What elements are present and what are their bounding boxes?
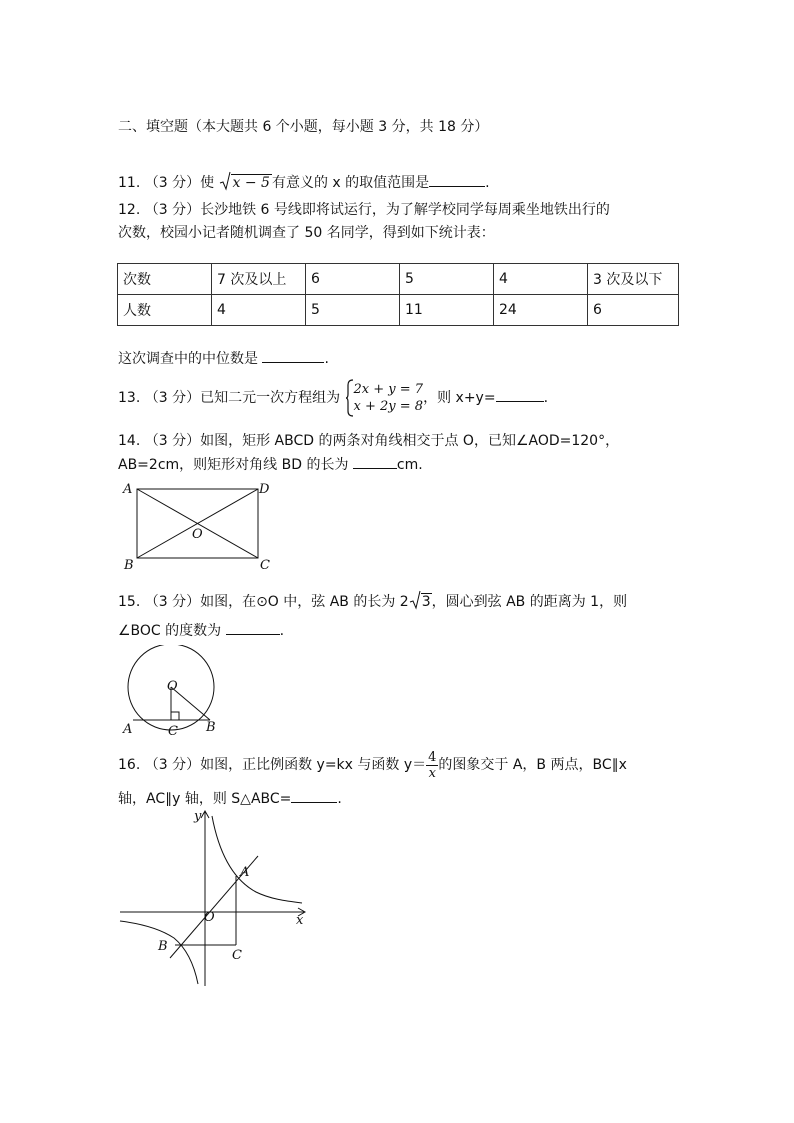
right-angle-mark bbox=[171, 712, 179, 720]
q16-number: 16. bbox=[118, 757, 141, 773]
q15-sqrt bbox=[409, 590, 432, 612]
table-cell: 人数 bbox=[118, 295, 212, 326]
q13-equation-system bbox=[345, 379, 424, 417]
q13-score: （3 分） bbox=[144, 390, 201, 406]
question-16-line1 bbox=[118, 745, 627, 785]
table-cell: 4 bbox=[212, 295, 306, 326]
label-b: B bbox=[158, 939, 168, 954]
q11-number: 11. bbox=[118, 175, 141, 191]
q14-line2-pre: AB=2cm，则矩形对角线 BD 的长为 bbox=[118, 457, 353, 473]
q15-score: （3 分） bbox=[144, 594, 201, 610]
question-15-line1 bbox=[118, 590, 627, 612]
question-12-ask bbox=[118, 348, 329, 369]
label-b: B bbox=[124, 558, 134, 573]
q13-number: 13. bbox=[118, 390, 141, 406]
label-o: O bbox=[167, 679, 178, 694]
q15-end: . bbox=[279, 623, 285, 639]
section-title: 二、填空题（本大题共 6 个小题，每小题 3 分，共 18 分） bbox=[118, 119, 489, 135]
q11-sqrt bbox=[219, 171, 272, 193]
q16-line2: 轴，AC∥y 轴，则 S△ABC= bbox=[118, 791, 292, 807]
q15-number: 15. bbox=[118, 594, 141, 610]
q11-score: （3 分） bbox=[144, 175, 201, 191]
q11-pre: 使 bbox=[200, 175, 215, 191]
q12-question: 这次调查中的中位数是 bbox=[118, 351, 258, 367]
label-c: C bbox=[168, 724, 178, 739]
q15-sqrt-content: 3 bbox=[421, 594, 431, 610]
q16-answer-blank[interactable] bbox=[291, 788, 337, 803]
q13-pre: 已知二元一次方程组为 bbox=[200, 390, 341, 406]
table-cell: 4 bbox=[494, 264, 588, 295]
label-c: C bbox=[260, 558, 270, 573]
fraction-denominator: x bbox=[428, 765, 436, 781]
circle-figure bbox=[118, 645, 228, 740]
q11-post: 有意义的 x 的取值范围是 bbox=[271, 175, 430, 191]
table-cell: 24 bbox=[494, 295, 588, 326]
q15-line1-post: ，圆心到弦 AB 的距离为 1，则 bbox=[431, 594, 628, 610]
q16-pre: 如图，正比例函数 y=kx 与函数 y＝ bbox=[200, 757, 427, 773]
fraction-numerator: 4 bbox=[428, 749, 437, 765]
q13-eq1: 2x + y = 7 bbox=[353, 382, 424, 397]
stat-table bbox=[117, 263, 679, 326]
question-12-line1 bbox=[118, 200, 610, 220]
label-o: O bbox=[192, 527, 203, 542]
q16-post: 的图象交于 A，B 两点，BC∥x bbox=[438, 757, 627, 773]
q14-answer-blank[interactable] bbox=[353, 454, 397, 469]
label-a: A bbox=[240, 865, 250, 880]
q11-answer-blank[interactable] bbox=[429, 172, 485, 187]
question-11 bbox=[118, 171, 490, 193]
table-row bbox=[118, 295, 679, 326]
label-b: B bbox=[206, 720, 216, 735]
table-cell: 7 次及以上 bbox=[212, 264, 306, 295]
q13-answer-blank[interactable] bbox=[496, 387, 544, 402]
question-12-line2: 次数，校园小记者随机调查了 50 名同学，得到如下统计表： bbox=[118, 225, 495, 241]
q12-score: （3 分） bbox=[144, 202, 201, 218]
q12-number: 12. bbox=[118, 202, 141, 218]
sqrt-sign-icon bbox=[219, 171, 231, 191]
label-c: C bbox=[232, 948, 242, 963]
q16-fraction bbox=[426, 750, 438, 781]
question-13 bbox=[118, 375, 548, 421]
q14-line1: 如图，矩形 ABCD 的两条对角线相交于点 O，已知∠AOD=120°， bbox=[200, 433, 620, 449]
q15-line2: ∠BOC 的度数为 bbox=[118, 623, 226, 639]
table-cell: 5 bbox=[306, 295, 400, 326]
question-14-line1 bbox=[118, 431, 619, 451]
q12-end: . bbox=[324, 351, 329, 367]
function-graph bbox=[118, 808, 318, 990]
q14-number: 14. bbox=[118, 433, 141, 449]
label-x: x bbox=[296, 913, 304, 928]
table-row bbox=[118, 264, 679, 295]
q15-line1-pre: 如图，在⊙O 中，弦 AB 的长为 2 bbox=[200, 594, 409, 610]
question-14-line2 bbox=[118, 454, 423, 475]
left-brace-icon bbox=[345, 379, 354, 417]
q12-line1: 长沙地铁 6 号线即将试运行，为了解学校同学每周乘坐地铁出行的 bbox=[200, 202, 610, 218]
q13-end: . bbox=[543, 390, 549, 406]
q16-score: （3 分） bbox=[144, 757, 201, 773]
label-a: A bbox=[123, 482, 133, 497]
table-cell: 5 bbox=[400, 264, 494, 295]
q12-answer-blank[interactable] bbox=[262, 348, 324, 363]
label-o: O bbox=[204, 910, 215, 925]
q13-post: ，则 x+y= bbox=[423, 390, 496, 406]
q11-end: . bbox=[485, 175, 490, 191]
q15-answer-blank[interactable] bbox=[226, 620, 280, 635]
table-cell: 6 bbox=[588, 295, 679, 326]
label-a: A bbox=[123, 722, 133, 737]
q13-eq2: x + 2y = 8 bbox=[353, 399, 424, 414]
question-15-line2 bbox=[118, 620, 284, 641]
q14-score: （3 分） bbox=[144, 433, 201, 449]
q14-line2-post: cm. bbox=[396, 457, 423, 473]
label-y: y bbox=[194, 809, 202, 824]
table-cell: 3 次及以下 bbox=[588, 264, 679, 295]
label-d: D bbox=[259, 482, 270, 497]
hyperbola-branch-1 bbox=[212, 816, 302, 903]
table-cell: 次数 bbox=[118, 264, 212, 295]
q11-sqrt-content: x − 5 bbox=[232, 175, 270, 191]
rectangle-figure bbox=[118, 478, 278, 574]
table-cell: 6 bbox=[306, 264, 400, 295]
table-cell: 11 bbox=[400, 295, 494, 326]
question-16-line2 bbox=[118, 788, 342, 809]
sqrt-sign-icon bbox=[409, 590, 421, 610]
q16-end: . bbox=[337, 791, 342, 807]
